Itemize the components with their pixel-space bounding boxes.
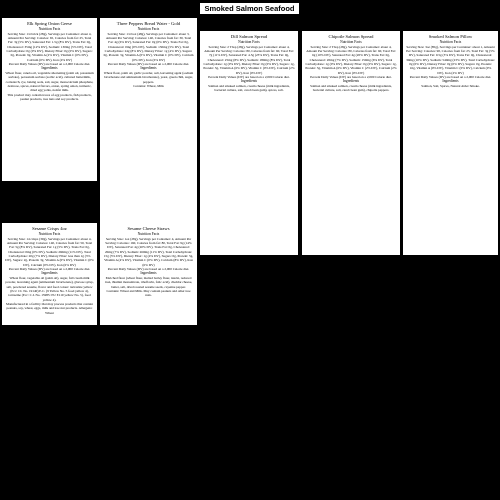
nutrition-facts-text: Serving Size: 1/4 box (48g), Servings per Container: about 3, Amount Per Serving: Calories: 140, Calories from fat: 30, Total Fat: 4g (6% DV), Saturated Fat: 0g (0% DV), Trans Fat: 0g, Cholesterol: 0mg (0% DV), Sodium: 130mg (5% DV), Total Carbohydrate: 24g (8% DV), Dietary Fiber: 1g (4% DV), Sugars: 0g, Protein: 3g, Vitamin A (0% DV), Vitamin C (0% DV), Calcium (0% DV), Iron (6% DV) — [103, 31, 194, 62]
ingredients-text: Wheat flour, palm oil, garlic powder, salt, leavening agent (sodium bicarbonate and ammonium bicarbonate), yeast, green chili, sugar, peppers. — [103, 71, 194, 84]
product-card-sesame-cheese-straws — [100, 223, 197, 325]
ingredients-text: Salmon and smoked salmon, cream cheese (milk ingredients, bacterial culture, salt, carob bean gum), chipotle peppers. — [310, 84, 392, 93]
product-card-three-peppers-bread-water — [100, 18, 197, 233]
product-card-smoked-salmon-pillow — [403, 31, 498, 255]
nutrition-facts-heading: Nutrition Facts — [238, 40, 260, 45]
nutrition-facts-text: Serving Size: 1oz (28g), Servings per Container: 4, Amount Per Serving: Calories: 160, Calories from fat: 80, Total Fat: 9g (14% DV), Saturated Fat: 4g (20% DV), Trans Fat: 0g, Cholesterol: 20mg (7% DV), Sodium: 260mg (11% DV), Total Carbohydrate: 15g (5% DV), Dietary Fiber: 1g (4% DV), Sugars: 0g, Protein: 5g, Vitamin A (4% DV), Vitamin C (0% DV), Calcium (8% DV), Iron (6% DV) — [103, 236, 194, 267]
daily-value-note: Percent Daily Values (DV) are based on a 2,000 Calorie diet. — [107, 267, 190, 272]
nutrition-facts-heading: Nutrition Facts — [38, 27, 61, 32]
product-card-sesame-crisps — [2, 223, 97, 325]
daily-value-note: Percent Daily Values (DV) are based on a 2,000 Calorie diet. — [310, 75, 392, 80]
ingredients-heading: Ingredients — [140, 271, 157, 276]
ingredients-heading: Ingredients — [41, 66, 58, 71]
nutrition-facts-text: Serving Size: 1/4 brick (28g), Servings per Container: about 4, Amount Per Serving: Calories: 65, Calories from fat: 25, Total Fat: 3g (5% DV), Saturated Fat: 1.5g (8% DV), Trans Fat: 0g, Cholesterol: 35mg (12% DV), Sodium: 130mg (5% DV), Total Carbohydrate: 0g (0% DV), Dietary Fiber: 0g (0% DV), Sugars: 0g, Protein: 9g, Vitamin A (2% DV), Vitamin C (0% DV), Calcium (0% DV), Iron (4% DV) — [6, 31, 93, 62]
product-card-elk-spring-onion-geese — [2, 18, 97, 181]
allergen-note: Contains: Wheat and Milk. May contain peanuts and other tree nuts. — [106, 289, 191, 298]
product-name: Smoked Salmon Pillow — [428, 34, 473, 39]
nutrition-facts-text: Serving Size: 14 crisps (30g), Servings per Container: about 4, Amount Per Serving: Calories: 140, Calories from fat: 50, Total Fat: 5g (8% DV), Saturated Fat: 1g (5% DV), Trans Fat: 0g, Cholesterol: 0mg (0% DV), Sodium: 260mg (11% DV), Total Carbohydrate: 20g (7% DV), Dietary Fiber: less than 1g (3% DV), Sugars: 2g, Protein: 3g, Vitamin A (0% DV), Vitamin C (0% DV), Calcium (0% DV), Iron (6% DV) — [5, 236, 94, 267]
nutrition-facts-heading: Nutrition Facts — [38, 232, 61, 237]
nutrition-facts-heading: Nutrition Facts — [137, 232, 160, 237]
nutrition-facts-heading: Nutrition Facts — [340, 40, 362, 45]
ingredients-heading: Ingredients — [442, 79, 459, 84]
daily-value-note: Percent Daily Values (DV) are based on a 2,000 Calorie diet. — [208, 75, 290, 80]
allergen-note: Manufactured in a facility that may process products that contain peanuts, soy, wheat, eggs, milk and tree nut products. Allergens: Wheat — [5, 302, 93, 315]
ingredients-text: Wheat flour, vegetable oil (palm oil), sugar, full cream milk powder, leavening agent (ammonium bicarbonate), glucose syrup, salt, powdered sesame, flavor and food colour: tartrazine yellow (Ecc: CI. No. 19140) E.C. (9 Yellow No. 5 food yellow 4), tartrazine (Ecc: C.I. No. 15985: EU E110 yellow No. 5), food yellow 4). — [5, 276, 94, 302]
daily-value-note: Percent Daily Values (DV) are based on a 2,000 Calorie diet. — [8, 62, 91, 67]
product-name: Elk Spring Onion Geese — [27, 21, 72, 26]
product-card-dill-salmon-spread — [200, 31, 298, 255]
nutrition-facts-heading: Nutrition Facts — [439, 40, 462, 45]
nutrition-facts-text: Serving Size: 3oz (85g), Servings per Container: about 1, Amount Per Serving: Calories: 90, Calories from fat: 25, Total Fat: 3g (5% DV), Saturated Fat: 0.5g (3% DV), Trans Fat: 0g, Cholesterol: 30mg (10% DV), Sodium: 540mg (23% DV), Total Carbohydrate: 0g (0% DV), Dietary Fiber: 0g (0% DV), Sugars: 0g, Protein: 16g, Vitamin A (0% DV), Vitamin C (0% DV), Calcium (0% DV), Iron (2% DV) — [406, 44, 495, 75]
daily-value-note: Percent Daily Values (DV) are based on a 2,000 Calorie diet. — [409, 75, 492, 80]
ingredients-heading: Ingredients — [342, 79, 360, 84]
product-name: Sesame Crisps 4oz — [32, 226, 67, 231]
allergen-note: This product may contain traces of egg products, fish products, peanut products, tree nuts and soy products. — [7, 92, 92, 102]
ingredients-text: Salmon and smoked salmon, cream cheese (milk ingredients, bacterial culture, salt, carob bean gum), spices, salt. — [208, 84, 290, 93]
nutrition-facts-text: Serving Size: 2 Tbsp (28g), Servings per Container: about 4, Amount Per Serving: Calories: 80, Calories from fat: 60, Total Fat: 6g (10% DV), Saturated Fat: 4g (20% DV), Trans Fat: 0g, Cholesterol: 20mg (7% DV), Sodium: 150mg (6% DV), Total Carbohydrate: 1g (0% DV), Dietary Fiber: 0g (0% DV), Sugars: 1g, Protein: 3g, Vitamin A (6% DV), Vitamin C (2% DV), Calcium (2% DV), Iron (0% DV) — [305, 44, 397, 75]
allergen-note: Contains: Wheat, Milk — [133, 84, 164, 89]
ingredients-text: Salmon, Salt, Spices, Natural Alder Smoke. — [421, 84, 480, 89]
ingredients-text: Wheat flour, canola oil, vegetable shortening (palm oil, potassium sorbate), potassium sorbate (sorbic acid), cultured buttermilk, cornstarch, rye, baking soda, salt, sugar, monocalcium phosphate, dextrose, spices, natural flavors, onion, spring onion, turmeric, dried egg yolks, nonfat milk. — [5, 71, 94, 93]
ingredients-heading: Ingredients — [240, 79, 258, 84]
daily-value-note: Percent Daily Values (DV) are based on a 2,000 Calorie diet. — [107, 62, 190, 67]
ingredients-heading: Ingredients — [140, 66, 157, 71]
nutrition-facts-heading: Nutrition Facts — [137, 27, 160, 32]
product-card-chipotle-salmon-spread — [302, 31, 400, 255]
ingredients-heading: Ingredients — [41, 271, 58, 276]
product-name: Sesame Cheese Straws — [127, 226, 170, 231]
product-name: Three Peppers Bread Water - Gold — [116, 21, 181, 26]
product-name: Dill Salmon Spread — [230, 34, 268, 39]
ingredients-text: Enriched flour (wheat flour, malted barley flour, niacin, reduced iron, thiamin mononitrate, riboflavin, folic acid), cheddar cheese, butter, salt, dried roasted sesame seeds, cayenne pepper. — [104, 276, 193, 289]
page-title: Smoked Salmon Seafood — [199, 2, 300, 15]
daily-value-note: Percent Daily Values (DV) are based on a 2,000 Calorie diet. — [8, 267, 91, 272]
nutrition-facts-text: Serving Size: 2 Tbsp (28g), Servings per Container: about 4, Amount Per Serving: Calories: 80, Calories from fat: 60, Total Fat: 7g (11% DV), Saturated Fat: 4.5g (23% DV), Trans Fat: 0g, Cholesterol: 25mg (8% DV), Sodium: 180mg (8% DV), Total Carbohydrate: 1g (0% DV), Dietary Fiber: 0g (0% DV), Sugars: 1g, Protein: 3g, Vitamin A (6% DV), Vitamin C (0% DV), Calcium (2% DV), Iron (0% DV) — [203, 44, 295, 75]
product-name: Chipotle Salmon Spread — [328, 34, 374, 39]
